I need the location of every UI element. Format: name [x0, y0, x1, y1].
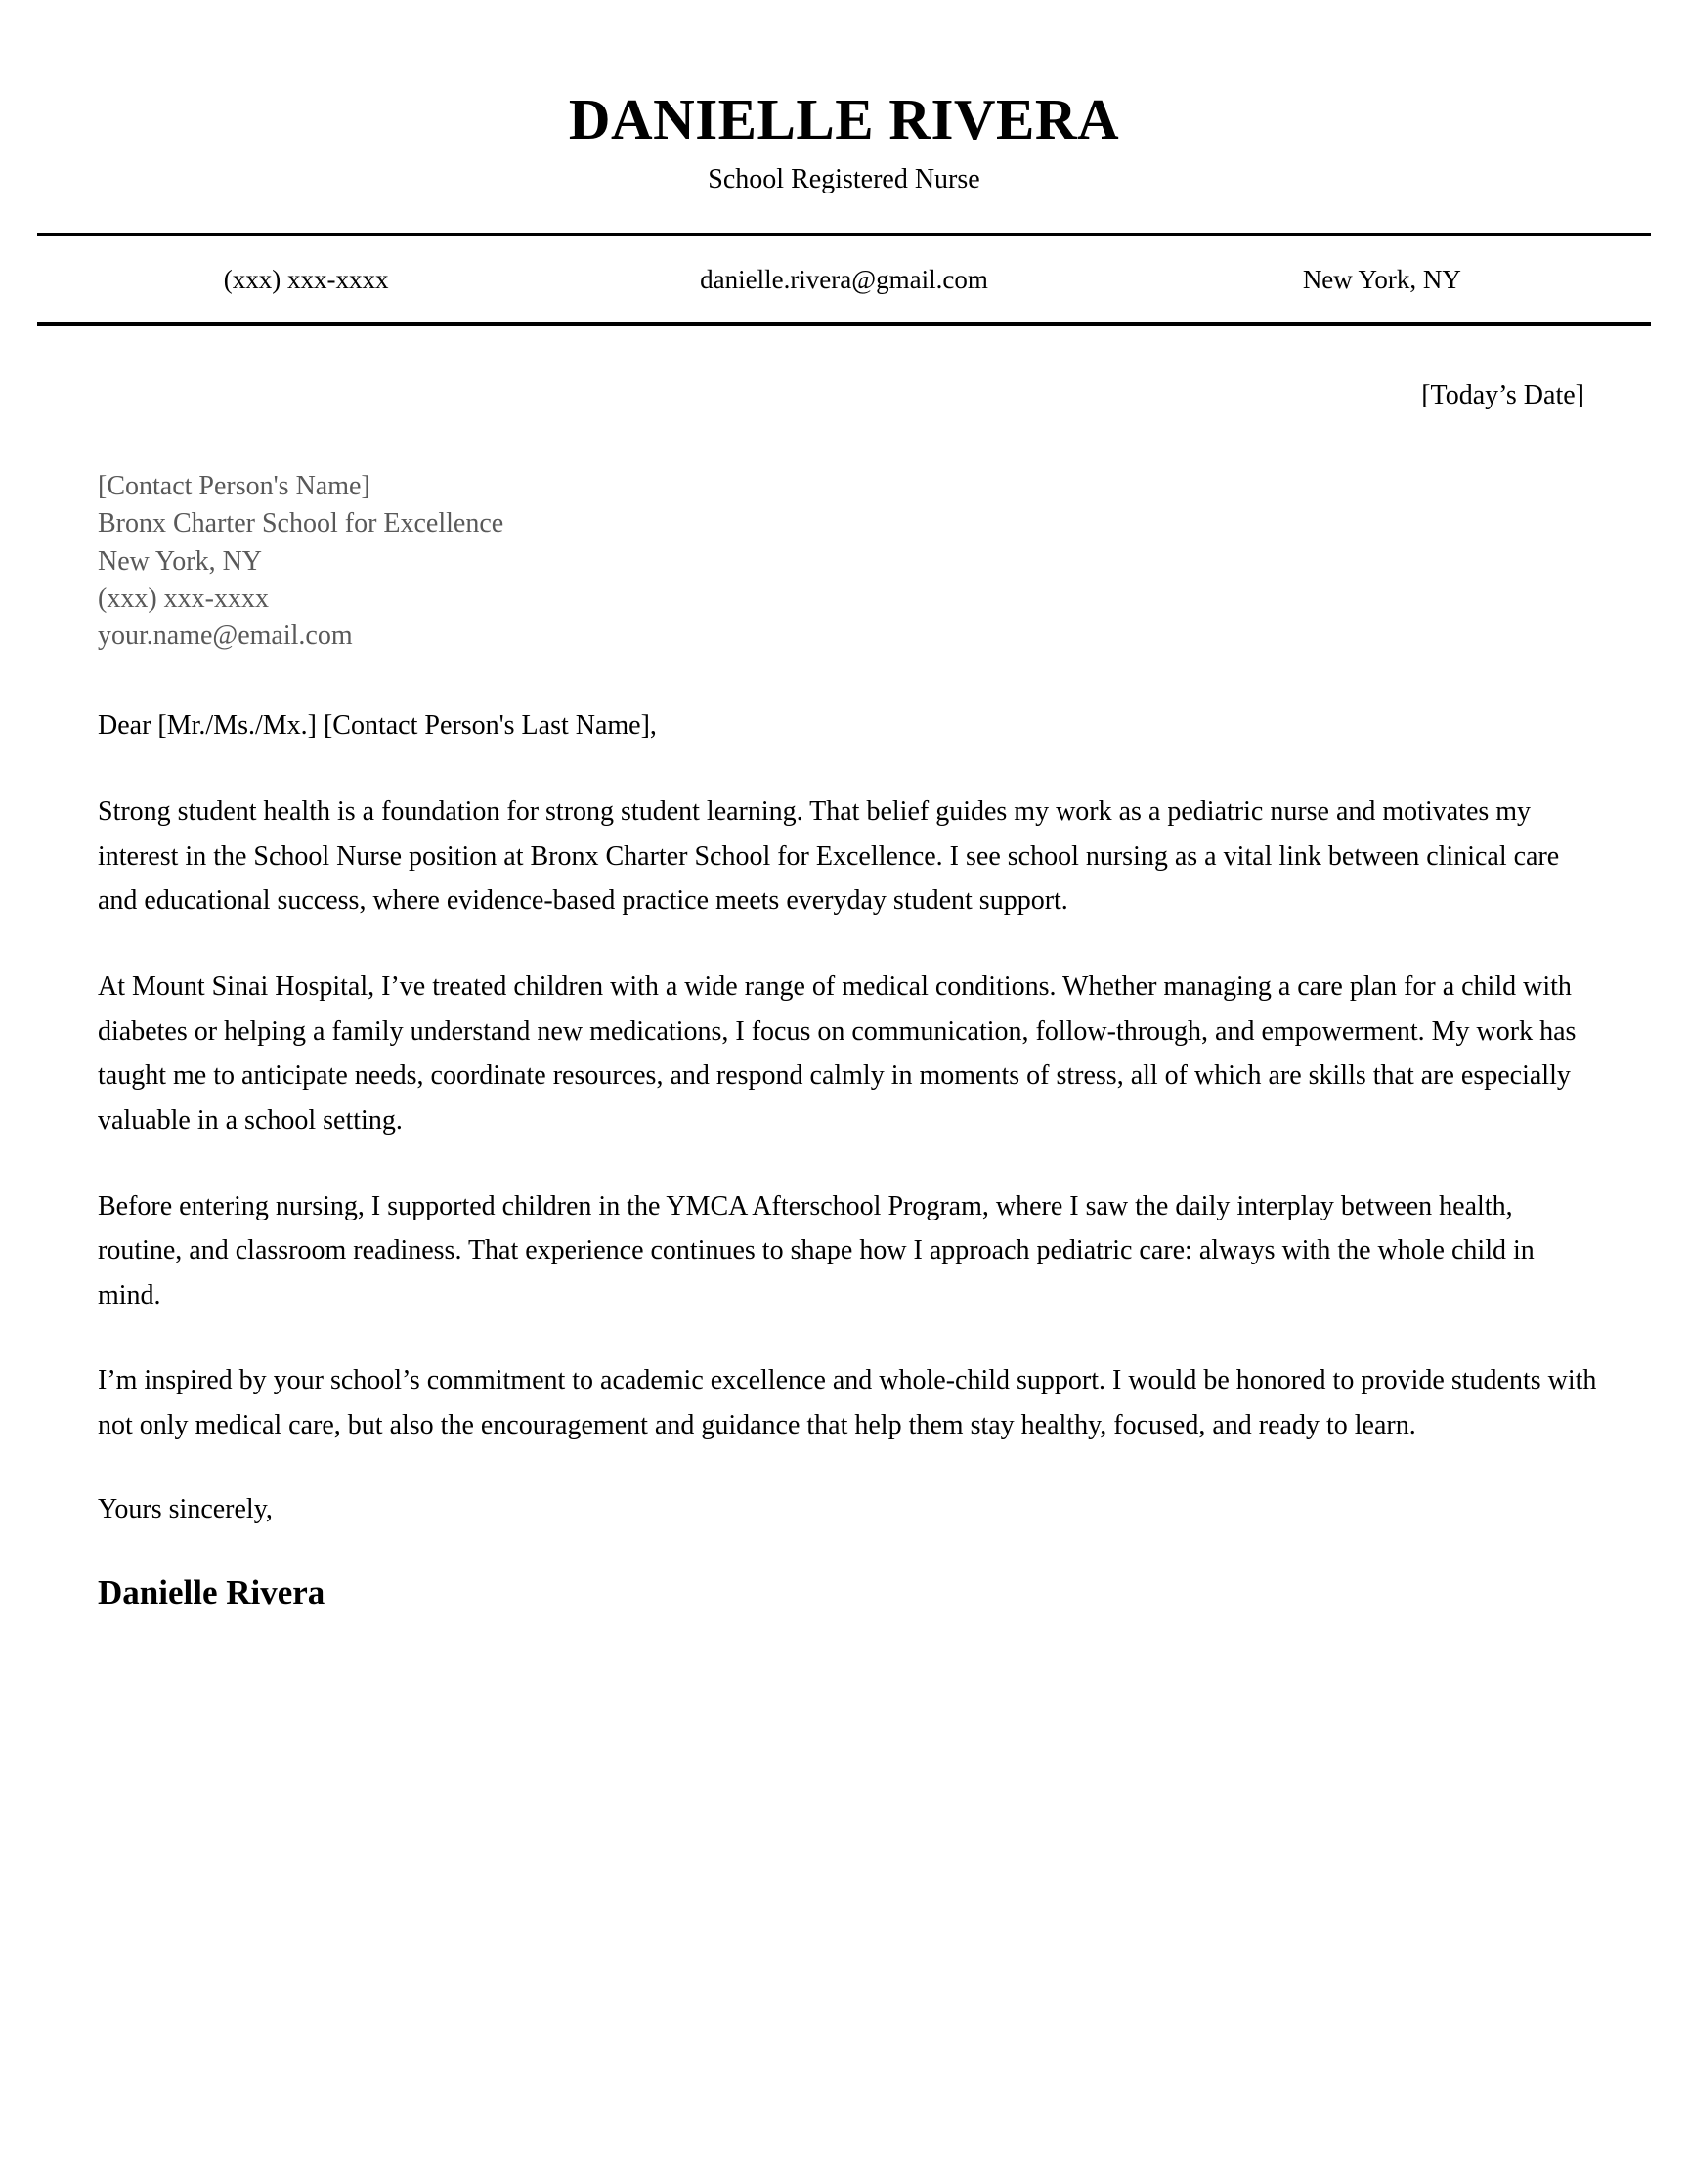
- contact-location: New York, NY: [1302, 264, 1461, 294]
- contact-bar: [37, 236, 1651, 322]
- letter-body: [37, 378, 1651, 1613]
- body-paragraph-4: I’m inspired by your school’s commitment to academic excellence and whole-child support. I would be honored to provide students with not only medical care, but also the encouragement and guidance that help them stay healthy, focused, and ready to learn.: [98, 1365, 1597, 1440]
- recipient-phone: (xxx) xxx-xxxx: [98, 582, 269, 614]
- applicant-job-title: School Registered Nurse: [708, 164, 980, 195]
- closing-salutation: Yours sincerely,: [98, 1493, 273, 1524]
- body-paragraph-2: At Mount Sinai Hospital, I’ve treated children with a wide range of medical conditions. Whether managing a care plan for a child with diabetes or helping a family understand new medications, I focus on communication, follow-through, and empowerment. My work has taught me to anticipate needs, coordinate resources, and respond calmly in moments of stress, all of which are skills that are especially valuable in a school setting.: [98, 971, 1577, 1135]
- recipient-contact-name: [Contact Person's Name]: [98, 471, 370, 502]
- contact-email: danielle.rivera@gmail.com: [700, 264, 988, 294]
- body-paragraph-1: Strong student health is a foundation for strong student learning. That belief guides my work as a pediatric nurse and motivates my interest in the School Nurse position at Bronx Charter School for Excellence. I see school nursing as a vital link between clinical care and educational success, where evidence-based practice meets everyday student support.: [98, 796, 1560, 917]
- recipient-location: New York, NY: [98, 545, 263, 577]
- signature-name: Danielle Rivera: [98, 1573, 325, 1612]
- salutation: Dear [Mr./Ms./Mx.] [Contact Person's Last Name],: [98, 709, 657, 741]
- header-divider-bottom: [37, 322, 1651, 326]
- contact-phone: (xxx) xxx-xxxx: [223, 264, 389, 294]
- body-paragraph-3: Before entering nursing, I supported children in the YMCA Afterschool Program, where I saw the daily interplay between health, routine, and classroom readiness. That experience continues to shape how I approach pediatric care: always with the whole child in mind.: [98, 1190, 1535, 1310]
- letter-header: [37, 0, 1651, 196]
- applicant-name: DANIELLE RIVERA: [568, 87, 1120, 151]
- letter-date: [Today’s Date]: [1421, 379, 1584, 410]
- recipient-address-block: [98, 468, 1600, 654]
- recipient-email: your.name@email.com: [98, 620, 353, 651]
- recipient-organization: Bronx Charter School for Excellence: [98, 508, 504, 539]
